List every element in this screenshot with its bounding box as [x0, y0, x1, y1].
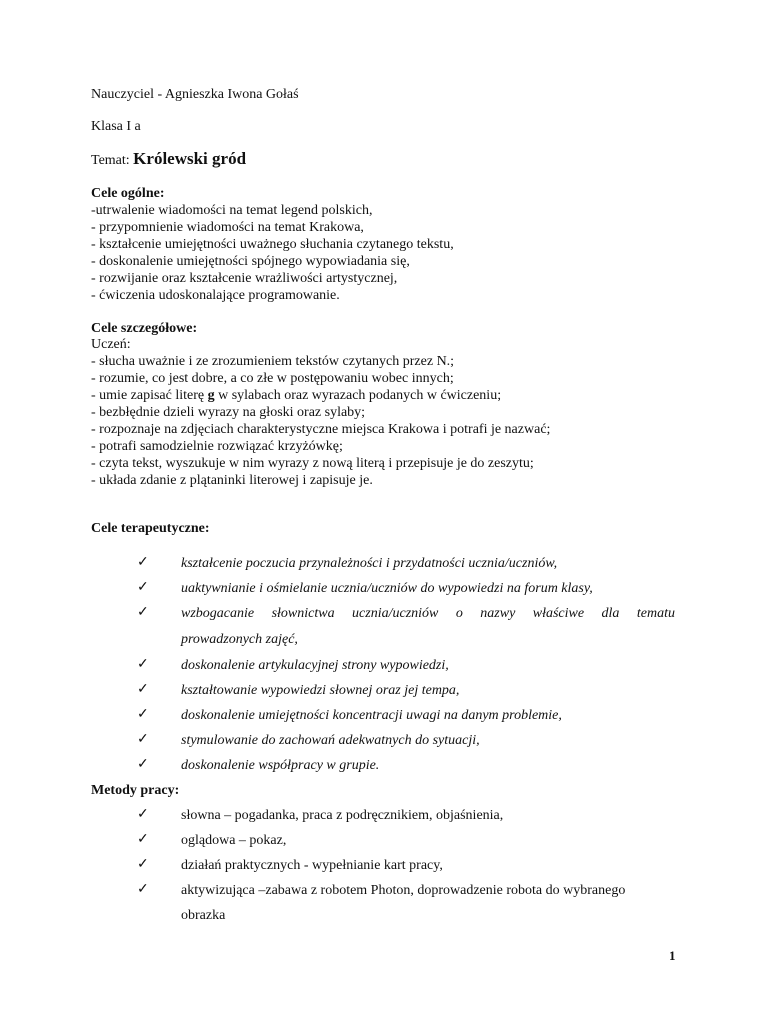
list-item: - rozpoznaje na zdjęciach charakterystyczne miejsca Krakowa i potrafi je nazwać; [91, 422, 551, 437]
list-item: oglądowa – pokaz, [181, 833, 287, 848]
list-item: - czyta tekst, wyszukuje w nim wyrazy z nową literą i przepisuje je do zeszytu; [91, 456, 534, 471]
list-item: kształcenie poczucia przynależności i przydatności ucznia/uczniów, [181, 556, 558, 571]
check-icon: ✓ [137, 707, 149, 722]
check-icon: ✓ [137, 882, 149, 897]
check-icon: ✓ [137, 605, 149, 620]
class-line: Klasa I a [91, 119, 141, 134]
check-icon: ✓ [137, 807, 149, 822]
list-item: - ćwiczenia udoskonalające programowanie. [91, 288, 340, 303]
list-item: stymulowanie do zachowań adekwatnych do sytuacji, [181, 733, 480, 748]
check-icon: ✓ [137, 555, 149, 570]
check-icon: ✓ [137, 857, 149, 872]
check-icon: ✓ [137, 832, 149, 847]
list-item: działań praktycznych - wypełnianie kart pracy, [181, 858, 443, 873]
list-item: kształtowanie wypowiedzi słownej oraz jej tempa, [181, 683, 460, 698]
uczen-intro: Uczeń: [91, 337, 131, 352]
list-item: - bezbłędnie dzieli wyrazy na głoski oraz sylaby; [91, 405, 366, 420]
list-item: uaktywnianie i ośmielanie ucznia/uczniów do wypowiedzi na forum klasy, [181, 581, 593, 596]
list-item: obrazka [181, 908, 226, 923]
check-icon: ✓ [137, 580, 149, 595]
topic-line [91, 150, 246, 170]
list-item: słowna – pogadanka, praca z podręcznikiem, objaśnienia, [181, 808, 504, 823]
teacher-line: Nauczyciel - Agnieszka Iwona Gołaś [91, 87, 299, 102]
letter-g: g [207, 388, 215, 403]
list-item: aktywizująca –zabawa z robotem Photon, doprowadzenie robota do wybranego [181, 883, 626, 898]
topic-title: Królewski gród [133, 149, 247, 168]
check-icon: ✓ [137, 757, 149, 772]
list-item: - rozwijanie oraz kształcenie wrażliwości artystycznej, [91, 271, 398, 286]
list-item: doskonalenie współpracy w grupie. [181, 758, 380, 773]
check-icon: ✓ [137, 732, 149, 747]
check-icon: ✓ [137, 682, 149, 697]
list-item: - przypomnienie wiadomości na temat Krakowa, [91, 220, 364, 235]
metody-pracy-heading: Metody pracy: [91, 783, 180, 798]
cele-szczegolowe-heading: Cele szczegółowe: [91, 321, 198, 336]
list-item: wzbogacanie słownictwa ucznia/uczniów o nazwy właściwe dla tematu [181, 606, 675, 621]
topic-label: Temat: [91, 153, 134, 168]
list-item: - rozumie, co jest dobre, a co złe w postępowaniu wobec innych; [91, 371, 454, 386]
cele-ogolne-heading: Cele ogólne: [91, 186, 165, 201]
list-item: doskonalenie umiejętności koncentracji uwagi na danym problemie, [181, 708, 562, 723]
list-item: - układa zdanie z plątaninki literowej i zapisuje je. [91, 473, 373, 488]
list-item: - słucha uważnie i ze zrozumieniem tekstów czytanych przez N.; [91, 354, 455, 369]
check-icon: ✓ [137, 657, 149, 672]
list-item: - potrafi samodzielnie rozwiązać krzyżówkę; [91, 439, 343, 454]
cele-terapeutyczne-heading: Cele terapeutyczne: [91, 521, 210, 536]
list-item: prowadzonych zajęć, [181, 632, 298, 647]
list-item: -utrwalenie wiadomości na temat legend polskich, [91, 203, 373, 218]
list-item: - doskonalenie umiejętności spójnego wypowiadania się, [91, 254, 410, 269]
list-item: - kształcenie umiejętności uważnego słuchania czytanego tekstu, [91, 237, 454, 252]
list-item: - umie zapisać literę g w sylabach oraz wyrazach podanych w ćwiczeniu; [91, 388, 502, 403]
list-item: doskonalenie artykulacyjnej strony wypowiedzi, [181, 658, 449, 673]
page-number: 1 [669, 948, 676, 963]
